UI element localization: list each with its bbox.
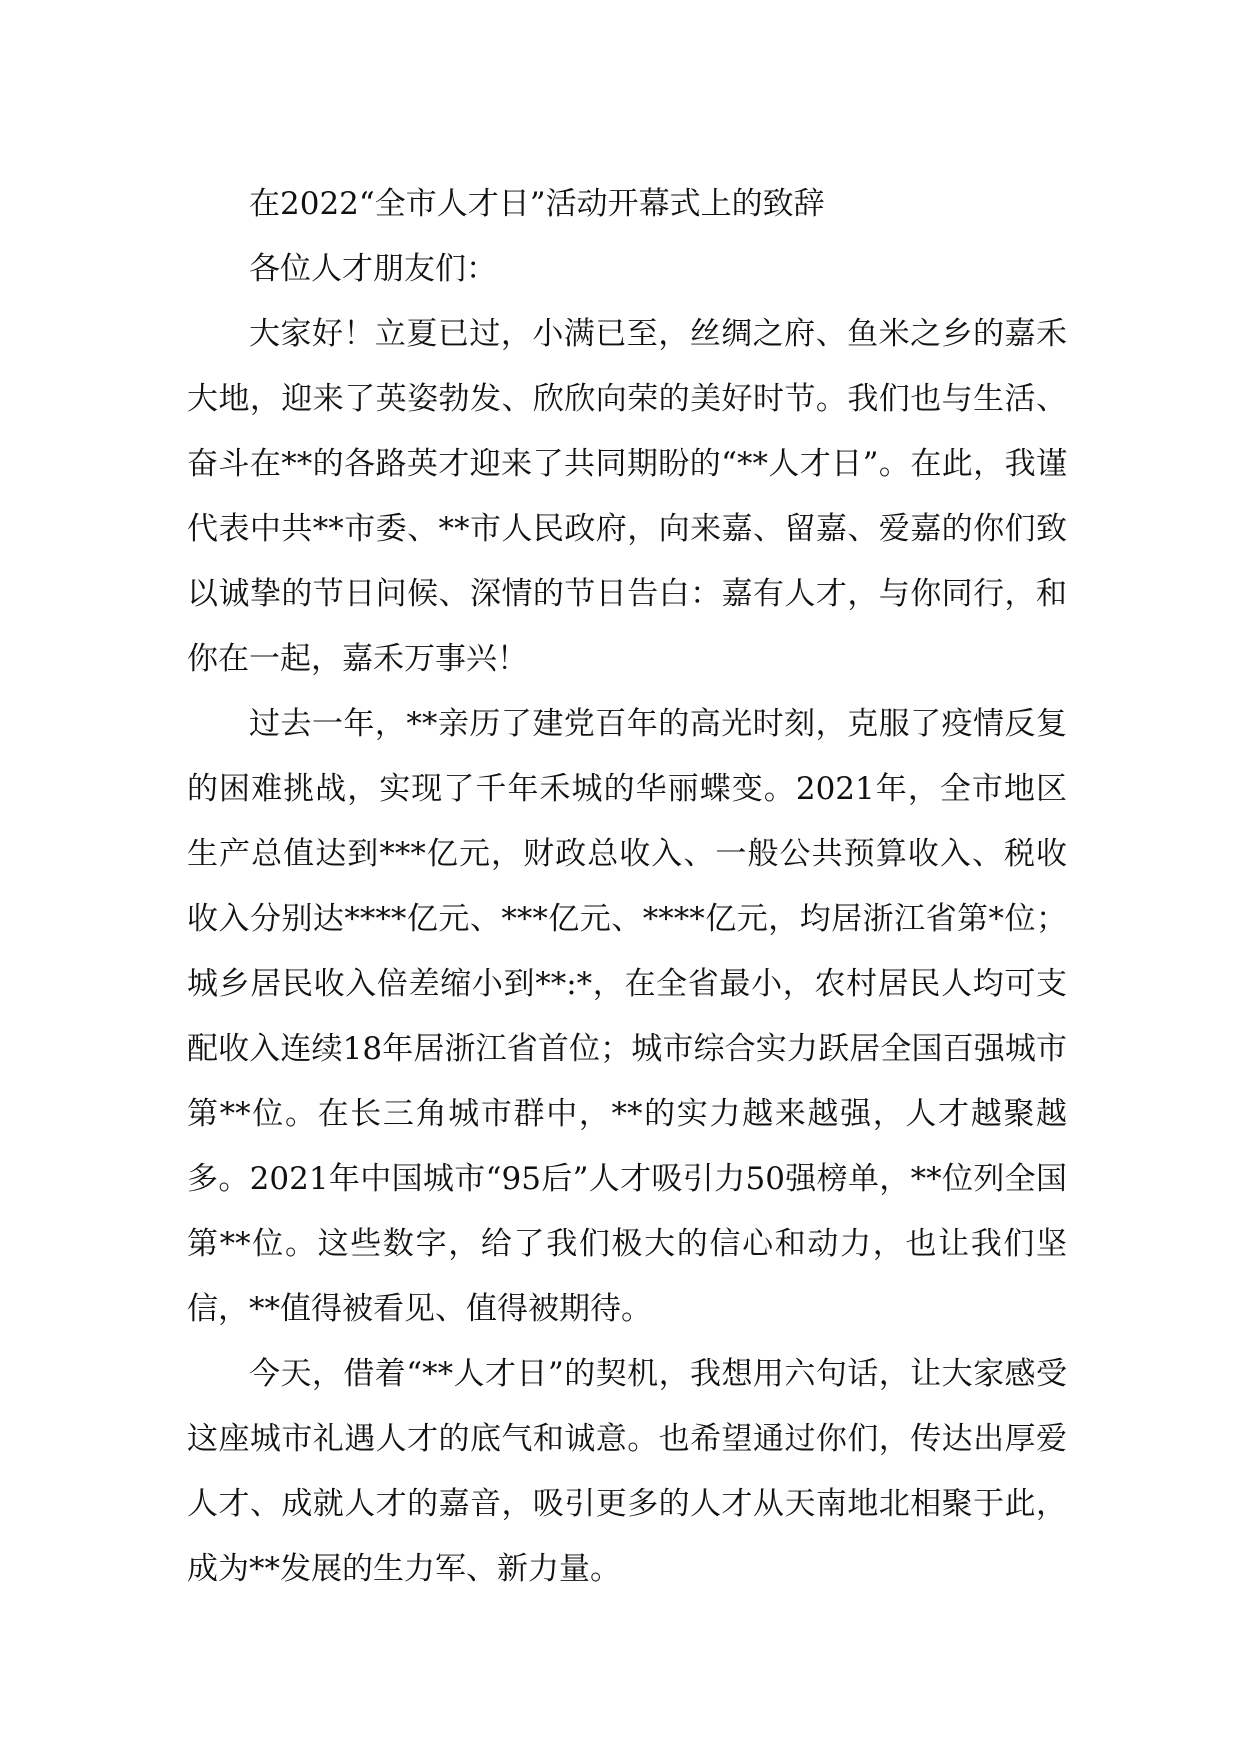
document-title: 在2022“全市人才日”活动开幕式上的致辞 — [249, 186, 825, 222]
paragraph-3: 今天，借着“**人才日”的契机，我想用六句话，让大家感受这座城市礼遇人才的底气和诚意。也希望通过你们，传达出厚爱人才、成就人才的嘉音，吸引更多的人才从天南地北相聚于此，成为**发展的生力军、新力量。 — [187, 1356, 1067, 1587]
paragraph-2: 过去一年，**亲历了建党百年的高光时刻，克服了疫情反复的困难挑战，实现了千年禾城的华丽蝶变。2021年，全市地区生产总值达到***亿元，财政总收入、一般公共预算收入、税收收入分别达****亿元、***亿元、****亿元，均居浙江省第*位；城乡居民收入倍差缩小到**:*，在全省最小，农村居民人均可支配收入连续18年居浙江省首位；城市综合实力跃居全国百强城市第**位。在长三角城市群中，**的实力越来越强，人才越聚越多。2021年中国城市“95后”人才吸引力50强榜单，**位列全国第**位。这些数字，给了我们极大的信心和动力，也让我们坚信，**值得被看见、值得被期待。 — [187, 706, 1067, 1327]
document-body — [187, 172, 1067, 1602]
salutation: 各位人才朋友们： — [249, 251, 497, 287]
paragraph-1: 大家好！立夏已过，小满已至，丝绸之府、鱼米之乡的嘉禾大地，迎来了英姿勃发、欣欣向荣的美好时节。我们也与生活、奋斗在**的各路英才迎来了共同期盼的“**人才日”。在此，我谨代表中共**市委、**市人民政府，向来嘉、留嘉、爱嘉的你们致以诚挚的节日问候、深情的节日告白：嘉有人才，与你同行，和你在一起，嘉禾万事兴！ — [187, 316, 1067, 677]
